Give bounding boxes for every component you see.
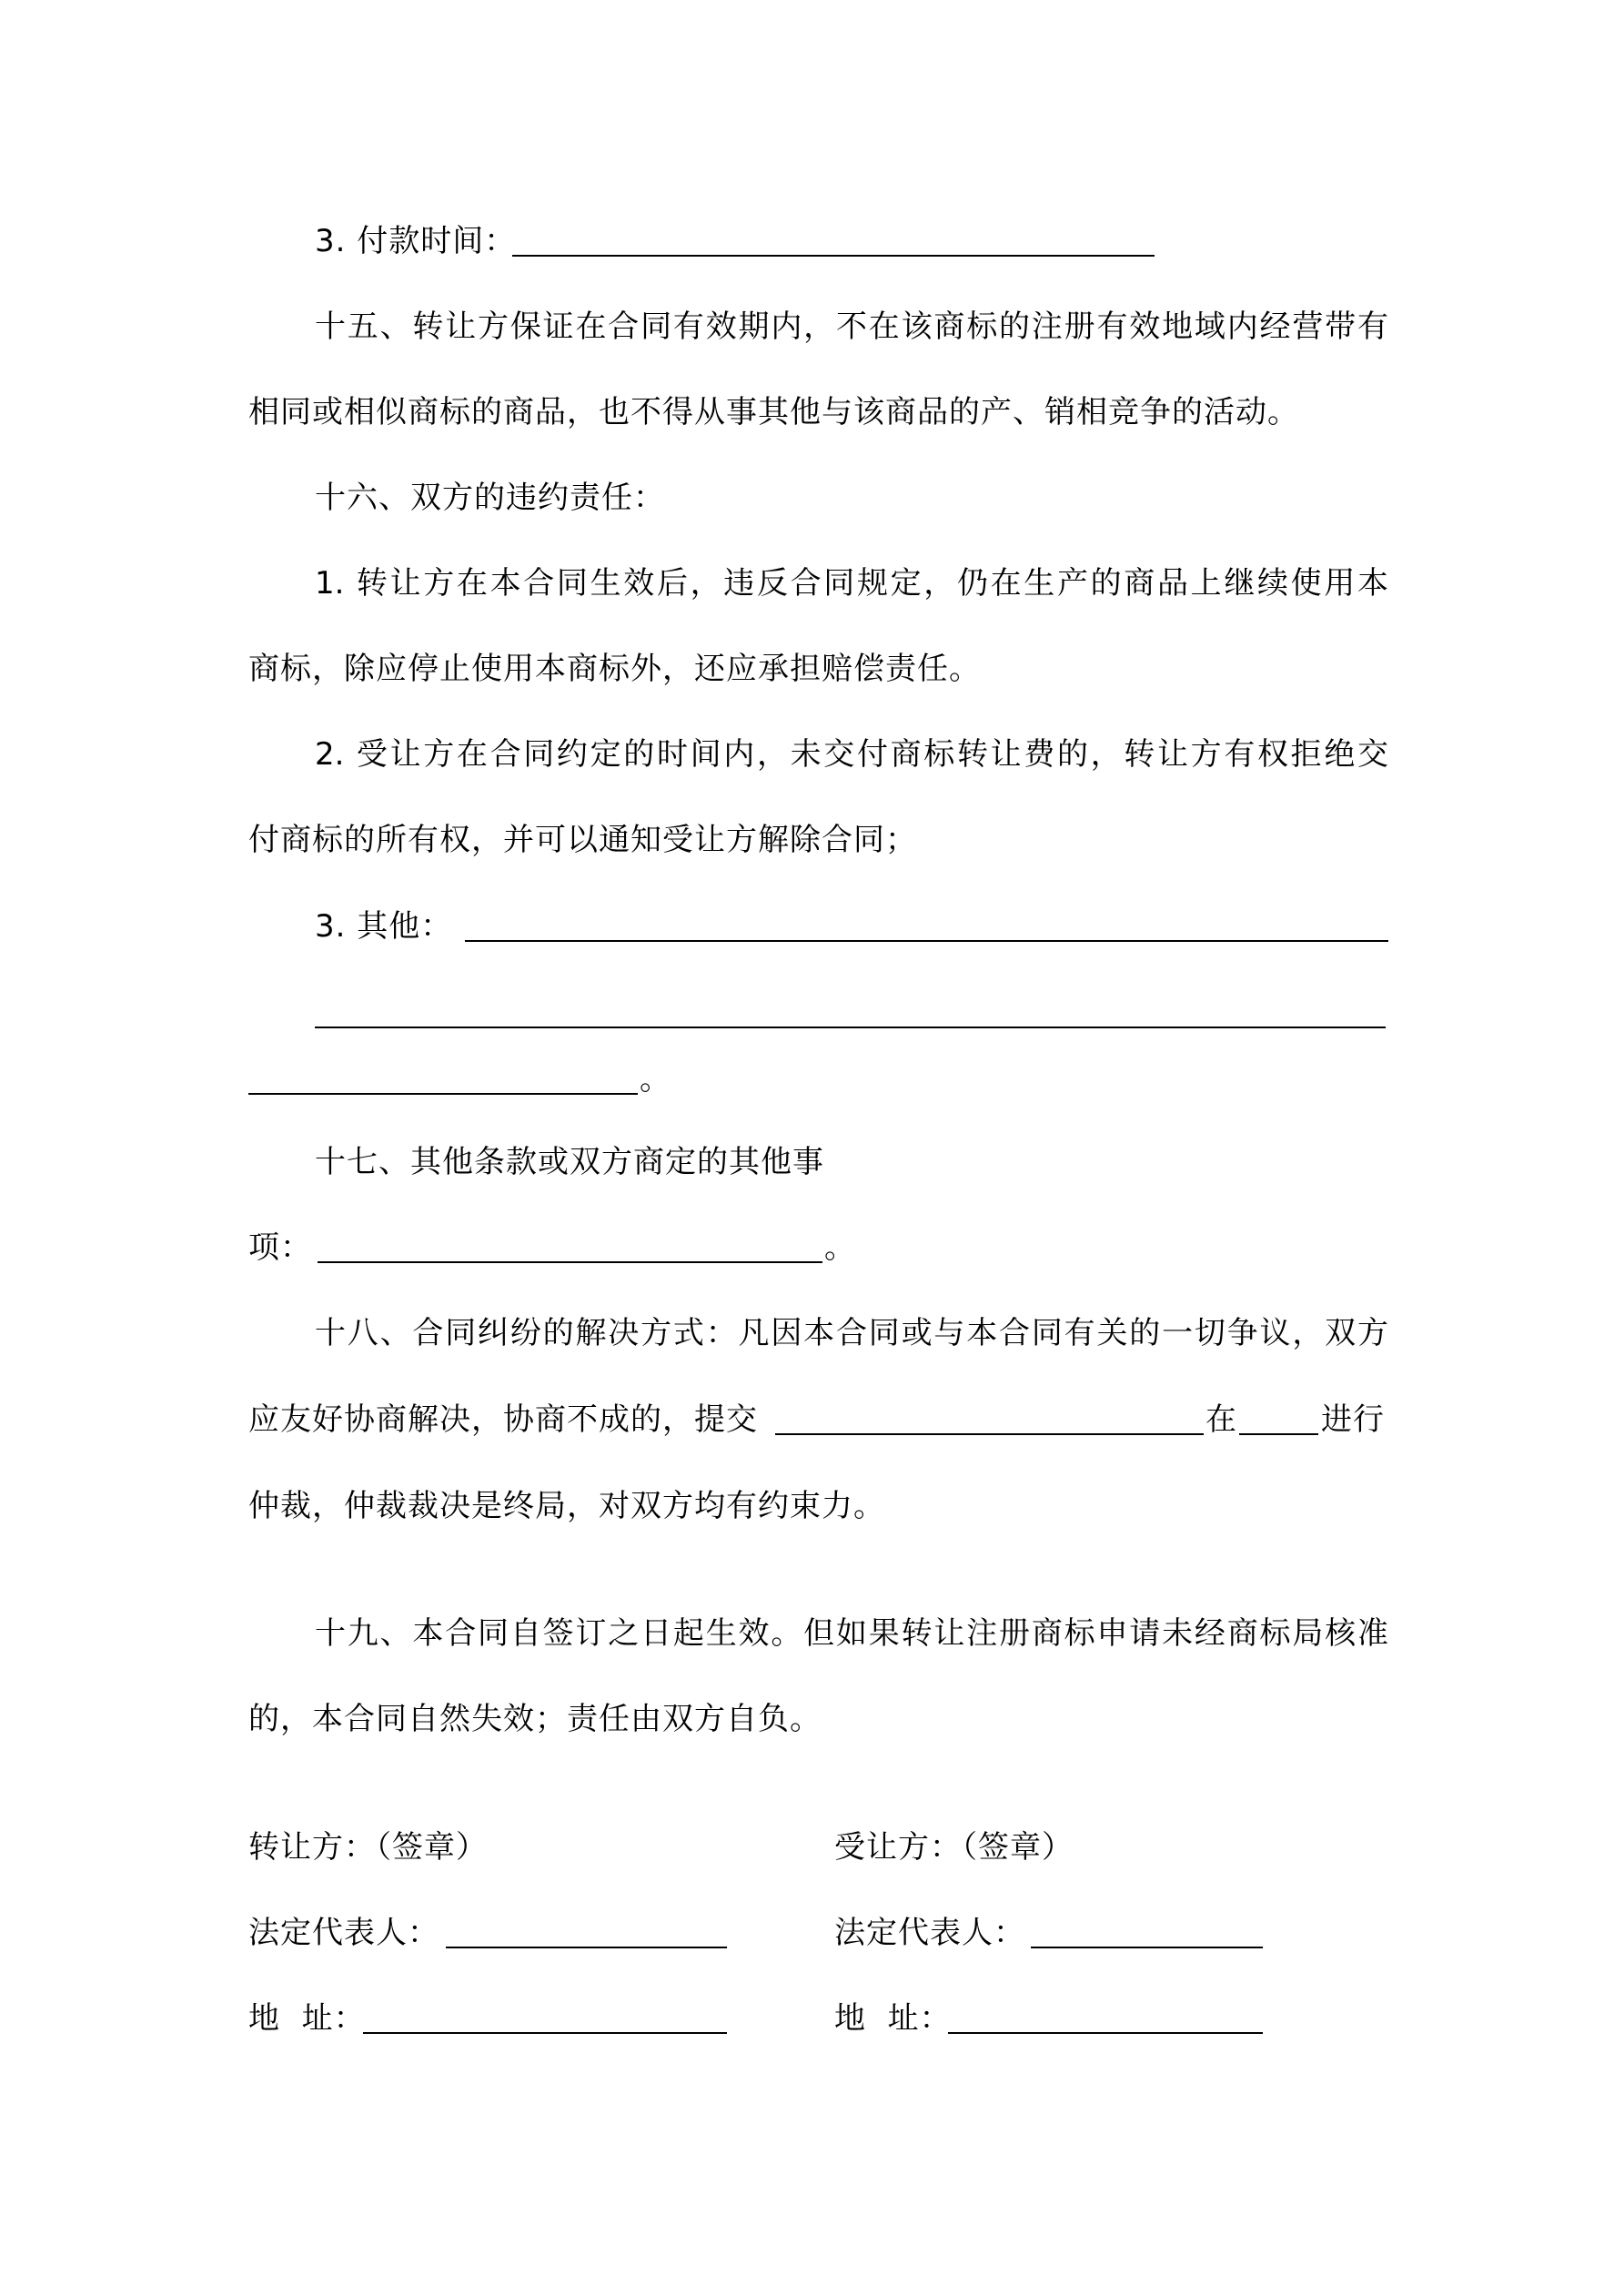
art17-line2-label: 项： — [248, 1229, 312, 1266]
transferor-signature-label: 转让方：（签章） — [248, 1829, 488, 1866]
art16-item1-line1: 1. 转让方在本合同生效后，违反合同规定，仍在生产的商品上继续使用本 — [315, 565, 1388, 602]
transferor-address-label: 地 址： — [248, 2000, 366, 2037]
transferee-address-label: 地 址： — [834, 2000, 952, 2037]
art18-line1: 十八、合同纠纷的解决方式：凡因本合同或与本合同有关的一切争议，双方 — [315, 1315, 1388, 1351]
other-blank-2[interactable] — [315, 999, 1386, 1028]
art15-line1: 十五、转让方保证在合同有效期内，不在该商标的注册有效地域内经营带有 — [315, 308, 1388, 345]
art15-line2: 相同或相似商标的商品，也不得从事其他与该商品的产、销相竞争的活动。 — [248, 394, 1299, 430]
other-blank-3[interactable] — [248, 1066, 638, 1095]
art19-line2: 的，本合同自然失效；责任由双方自负。 — [248, 1701, 822, 1737]
art17-line1: 十七、其他条款或双方商定的其他事 — [315, 1144, 824, 1180]
art19-line1: 十九、本合同自签订之日起生效。但如果转让注册商标申请未经商标局核准 — [315, 1615, 1388, 1652]
transferee-address-blank[interactable] — [948, 2005, 1263, 2034]
art18-line2-a: 应友好协商解决，协商不成的，提交 — [248, 1401, 758, 1438]
arbitration-body-blank[interactable] — [775, 1406, 1204, 1435]
art18-line2-b: 在 — [1205, 1401, 1237, 1438]
art17-period: 。 — [824, 1229, 856, 1266]
art16-item2-line2: 付商标的所有权，并可以通知受让方解除合同； — [248, 822, 917, 858]
other-matters-blank[interactable] — [318, 1234, 822, 1263]
art16-item3-label: 3. 其他： — [315, 908, 453, 945]
art16-item1-line2: 商标，除应停止使用本商标外，还应承担赔偿责任。 — [248, 651, 981, 687]
transferee-legal-rep-blank[interactable] — [1031, 1919, 1263, 1948]
art16-title: 十六、双方的违约责任： — [315, 480, 665, 516]
transferee-signature-label: 受让方：（签章） — [834, 1829, 1074, 1866]
arbitration-place-blank[interactable] — [1239, 1406, 1318, 1435]
transferee-legal-rep-label: 法定代表人： — [834, 1915, 1025, 1951]
transferor-address-blank[interactable] — [363, 2005, 727, 2034]
art18-line3: 仲裁，仲裁裁决是终局，对双方均有约束力。 — [248, 1488, 885, 1524]
art16-item2-line1: 2. 受让方在合同约定的时间内，未交付商标转让费的，转让方有权拒绝交 — [315, 736, 1388, 773]
art16-period: 。 — [640, 1061, 671, 1097]
payment-time-label: 3. 付款时间： — [315, 223, 517, 259]
transferor-legal-rep-label: 法定代表人： — [248, 1915, 439, 1951]
payment-time-blank[interactable] — [512, 228, 1155, 257]
transferor-legal-rep-blank[interactable] — [446, 1919, 727, 1948]
art18-line2-c: 进行 — [1321, 1401, 1385, 1438]
other-blank-1[interactable] — [465, 913, 1388, 942]
